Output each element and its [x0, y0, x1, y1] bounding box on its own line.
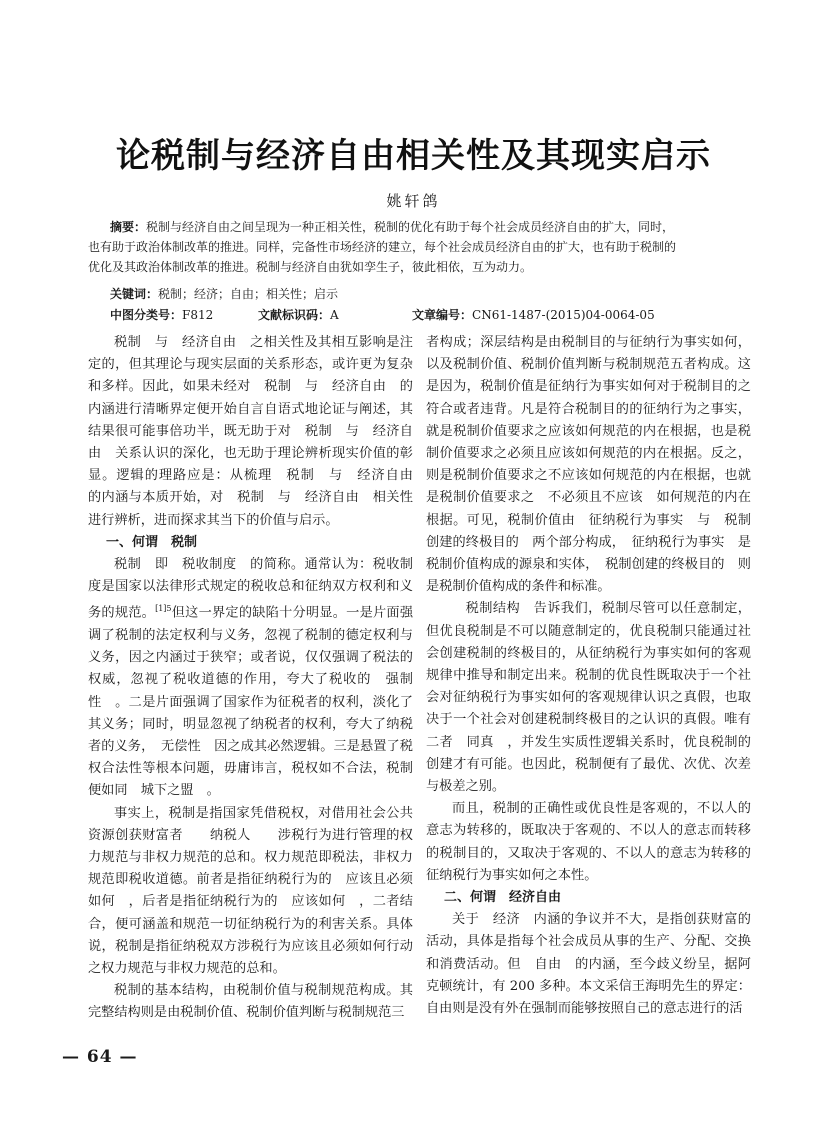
abstract-label: 摘要： — [110, 220, 147, 234]
left-column — [88, 332, 427, 1025]
abstract-line-3: 优化及其政治体制改革的推进。税制与经济自由犹如孪生子，彼此相依，互为动力。 — [88, 260, 533, 274]
article-number: 文章编号：CN61-1487-(2015)04-0064-05 — [412, 308, 655, 322]
abstract — [88, 217, 750, 277]
abstract-line-2: 也有助于政治体制改革的推进。同样，完备性市场经济的建立，每个社会成员经济自由的扩大，也有助于税制的 — [88, 240, 677, 254]
paragraph: 税制结构 告诉我们，税制尽管可以任意制定，但优良税制是不可以随意制定的，优良税制只能通过社会创建税制的终极目的，从征纳税行为事实如何的客观规律中推导和制定出来。税制的优良性既取决于一个社会对征纳税行为事实如何的客观规律认识之真假，也取决于一个社会对创建税制终极目的之认识的真假。唯有二者 同真 ，并发生实质性逻辑关系时，优良税制的创建才有可能。也因此，税制便有了最优、次优、次差与极差之别。 — [426, 601, 751, 795]
clc-number: 中图分类号：F812 — [110, 308, 214, 322]
paragraph: 者构成；深层结构是由税制目的与征纳行为事实如何，以及税制价值、税制价值判断与税制规范五者构成。这是因为，税制价值是征纳行为事实如何对于税制目的之符合或者违背。凡是符合税制目的的征纳行为之事实，就是税制价值要求之应该如何规范的内在根据，也是税制价值要求之必须且应该如何规范的内在根据。反之，则是税制价值要求之不应该如何规范的内在根据，也就是税制价值要求之 不必须且不应该 如何规范的内在根据。可见，税制价值由 征纳税行为事实 与 税制创建的终极目的 两个部分构成， 征纳税行为事实 是税制价值构成的源泉和实体， 税制创建的终极目的 则是税制价值构成的条件和标准。 — [426, 335, 751, 595]
paragraph: 税制 与 经济自由 之相关性及其相互影响是注定的，但其理论与现实层面的关系形态，或许更为复杂和多样。因此，如果未经对 税制 与 经济自由 的内涵进行清晰界定便开始自言自语式地论证与阐述，其结果很可能事倍功半，既无助于对 税制 与 经济自由 关系认识的深化，也无助于理论辨析现实价值的彰显。逻辑的理路应是：从梳理 税制 与 经济自由 的内涵与本质开始，对 税制 与 经济自由 相关性进行辨析，进而探求其当下的价值与启示。 — [88, 335, 427, 528]
author: 姚轩鸽 — [386, 192, 441, 210]
paragraph: 关于 经济 内涵的争议并不大，是指创获财富的活动，具体是指每个社会成员从事的生产、分配、交换和消费活动。但 自由 的内涵，至今歧义纷呈，据阿克顿统计，有 200 多种。本文采信王海明先生的界定：自由则是没有外在强制而能够按照自己的意志进行的活 — [426, 912, 751, 1017]
paragraph: 而且，税制的正确性或优良性是客观的，不以人的意志为转移的，既取决于客观的、不以人的意志而转移的税制目的，又取决于客观的、不以人的意志为转移的征纳税行为事实如何之本性。 — [426, 801, 751, 883]
keywords-text: 税制；经济；自由；相关性；启示 — [158, 287, 339, 301]
right-column — [426, 332, 751, 1020]
paper-title: 论税制与经济自由相关性及其现实启示 — [116, 136, 711, 176]
document-code: 文献标识码：A — [258, 308, 339, 322]
keywords — [110, 285, 338, 302]
keywords-label: 关键词： — [110, 287, 159, 301]
citation-ref: [1]5 — [155, 604, 172, 614]
paragraph: 事实上，税制是指国家凭借税权，对借用社会公共资源创获财富者 纳税人 涉税行为进行管理的权力规范与非权力规范的总和。权力规范即税法，非权力规范即税收道德。前者是指征纳税行为的 应该且必须如何 ，后者是指征纳税行为的 应该如何 ，二者结合，便可涵盖和规范一切征纳税行为的利害关系。具体说，税制是指征纳税双方涉税行为应该且必须如何行动之权力规范与非权力规范的总和。 — [88, 805, 413, 977]
section-heading: 一、何谓 税制 — [106, 534, 198, 550]
paragraph: 税制 即 税收制度 的简称。通常认为：税收制度是国家以法律形式规定的税收总和征纳双方权利和义务的规范。$^{[1]5}$但这一界定的缺陷十分明显。一是片面强调了税制的法定权利与义务，忽视了税制的德定权利与义务，因之内涵过于狭窄；或者说，仅仅强调了税法的权威，忽视了税收道德的作用，夸大了税收的 强制性 。二是片面强调了国家作为征税者的权利，淡化了其义务；同时，明显忽视了纳税者的权利，夸大了纳税者的义务， 无偿性 因之成其必然逻辑。三是悬置了税权合法性等根本问题，毋庸讳言，税权如不合法，税制便如同 城下之盟 。 — [88, 557, 414, 799]
section-heading: 二、何谓 经济自由 — [444, 890, 562, 906]
abstract-line-1: 摘要：税制与经济自由之间呈现为一种正相关性，税制的优化有助于每个社会成员经济自由的扩大，同时， — [110, 220, 675, 234]
page-number: — 64 — — [62, 1047, 138, 1067]
paragraph: 税制的基本结构，由税制价值与税制规范构成。其完整结构则是由税制价值、税制价值判断与税制规范三 — [88, 983, 413, 1021]
